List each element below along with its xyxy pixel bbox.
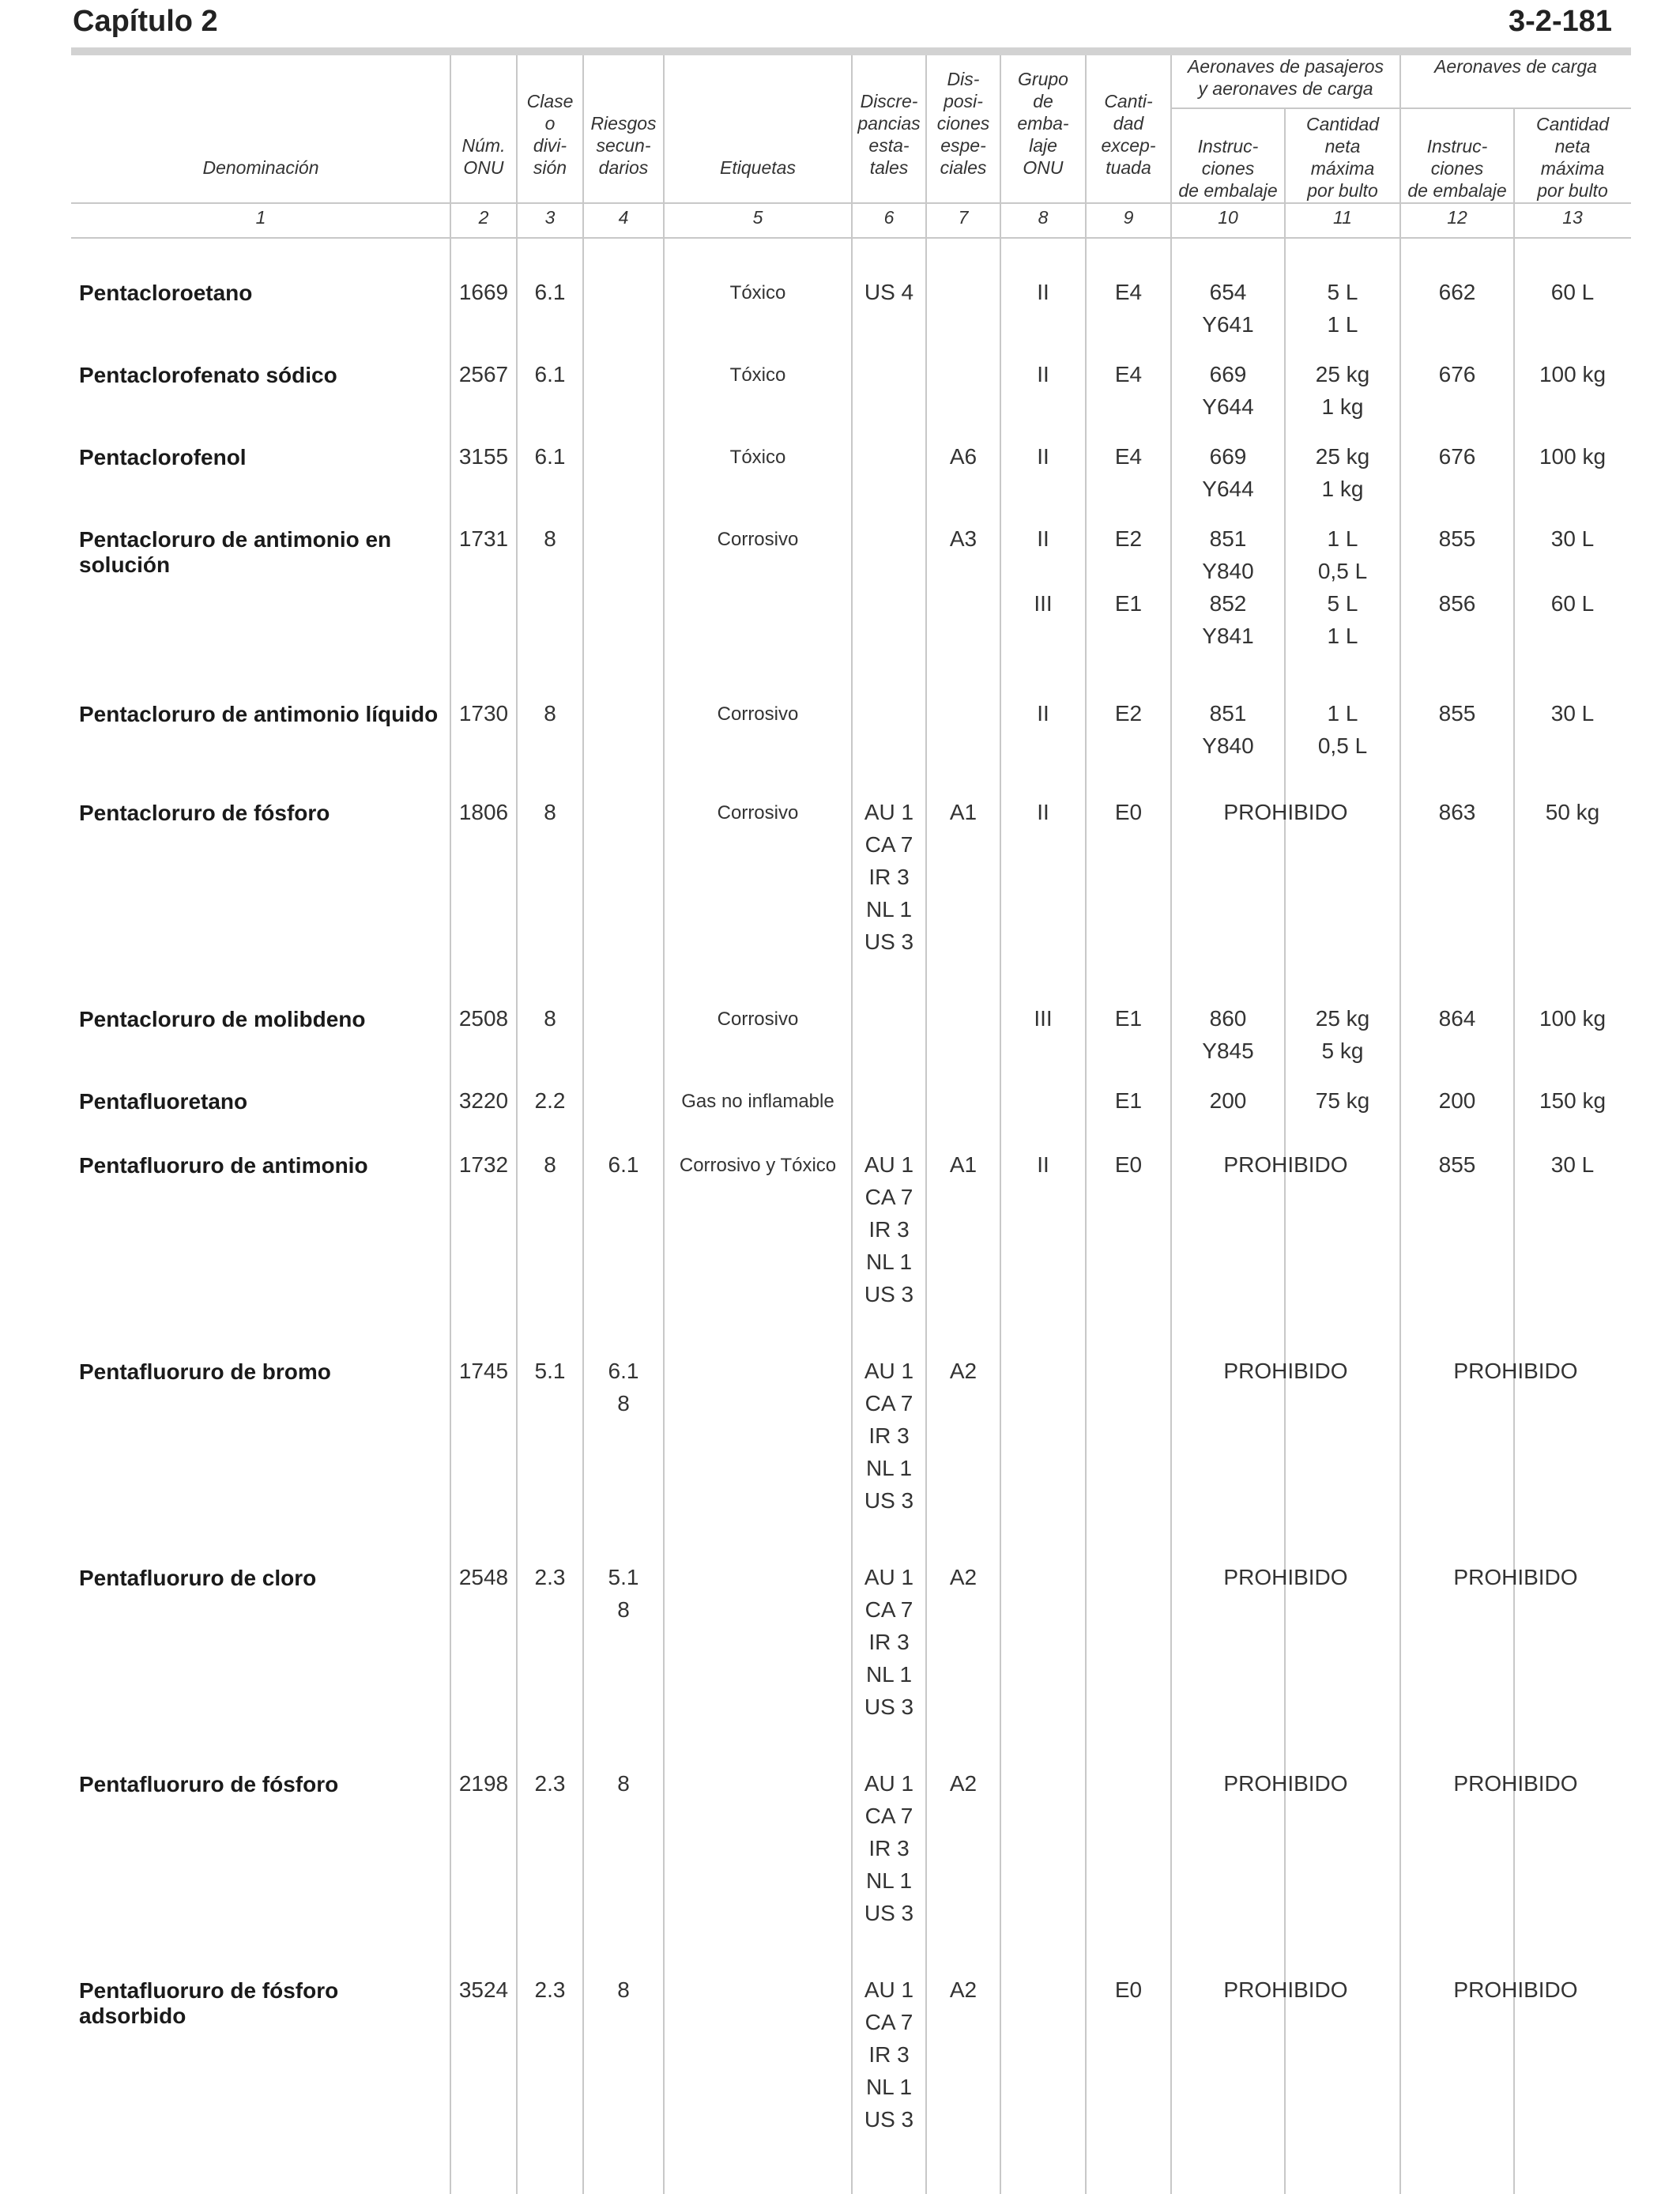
- column-number: 13: [1562, 207, 1583, 228]
- packing-instruction-passenger: 851 Y840 852 Y841: [1202, 526, 1254, 648]
- un-number: 3155: [458, 444, 509, 469]
- un-number: 3220: [458, 1088, 509, 1113]
- state-variations: AU 1 CA 7 IR 3 NL 1 US 3: [864, 1771, 914, 1925]
- max-quantity-passenger: 1 L 0,5 L 5 L 1 L: [1317, 526, 1368, 648]
- max-quantity-cargo: 30 L: [1550, 1152, 1595, 1177]
- packing-instruction-cargo: 855: [1438, 701, 1476, 726]
- un-number: 2198: [458, 1771, 509, 1796]
- hazard-label: Tóxico: [729, 282, 786, 303]
- packing-instruction-passenger: 851 Y840: [1202, 701, 1254, 758]
- max-quantity-cargo: 100 kg: [1539, 444, 1607, 469]
- un-number: 1669: [458, 280, 509, 304]
- excepted-quantity: E2: [1114, 701, 1143, 726]
- column-number: 8: [1038, 207, 1049, 228]
- special-provisions: A1: [949, 800, 977, 824]
- substance-name: Pentacloruro de molibdeno: [79, 1007, 366, 1031]
- hazard-label: Gas no inflamable: [681, 1091, 834, 1112]
- column-number: 12: [1447, 207, 1467, 228]
- packing-instruction-passenger: 669 Y644: [1202, 362, 1254, 419]
- max-quantity-passenger: 5 L 1 L: [1327, 280, 1358, 337]
- header-cantidad-exceptuada: Canti- dad excep- tuada: [1101, 91, 1156, 178]
- column-number: 11: [1333, 207, 1352, 228]
- subsidiary-risk: 5.1 8: [608, 1565, 639, 1622]
- un-number: 1732: [458, 1152, 509, 1177]
- column-number: 7: [958, 207, 969, 228]
- substance-name: Pentafluoruro de bromo: [79, 1359, 331, 1384]
- header-rule: [71, 47, 1631, 55]
- un-number: 3524: [458, 1977, 509, 2002]
- subsidiary-risk: 6.1 8: [608, 1359, 639, 1416]
- class-division: 2.3: [534, 1565, 566, 1589]
- header-riesgos: Riesgos secun- darios: [590, 113, 657, 178]
- prohibited-cargo: PROHIBIDO: [1453, 1977, 1578, 2002]
- hazard-label: Tóxico: [729, 447, 786, 468]
- excepted-quantity: E1: [1114, 1006, 1143, 1031]
- special-provisions: A2: [949, 1565, 977, 1589]
- header-disposiciones: Dis- posi- ciones espe- ciales: [936, 69, 990, 178]
- page-number: 3-2-181: [1509, 5, 1612, 38]
- column-number: 10: [1218, 207, 1238, 228]
- state-variations: AU 1 CA 7 IR 3 NL 1 US 3: [864, 1152, 914, 1306]
- prohibited-cargo: PROHIBIDO: [1453, 1359, 1578, 1383]
- class-division: 8: [544, 1006, 556, 1031]
- prohibited-cargo: PROHIBIDO: [1453, 1771, 1578, 1796]
- max-quantity-passenger: 1 L 0,5 L: [1317, 701, 1368, 758]
- class-division: 2.3: [534, 1771, 566, 1796]
- page-header: [73, 5, 1612, 40]
- substance-name: Pentacloruro de antimonio líquido: [79, 702, 439, 726]
- header-cantidad-pasajeros: Cantidad neta máxima por bulto: [1305, 114, 1380, 201]
- special-provisions: A2: [949, 1359, 977, 1383]
- hazard-label: Corrosivo: [717, 1008, 799, 1030]
- excepted-quantity: E0: [1114, 1152, 1143, 1177]
- state-variations: AU 1 CA 7 IR 3 NL 1 US 3: [864, 1977, 914, 2132]
- header-group-passenger: Aeronaves de pasajeros y aeronaves de carga: [1187, 56, 1384, 99]
- substance-name: Pentaclorofenol: [79, 445, 247, 469]
- hazard-label: Corrosivo: [717, 703, 799, 725]
- class-division: 6.1: [534, 362, 566, 386]
- class-division: 2.3: [534, 1977, 566, 2002]
- packing-instruction-passenger: 669 Y644: [1202, 444, 1254, 501]
- dangerous-goods-table: [71, 55, 1631, 2194]
- prohibited-passenger: PROHIBIDO: [1223, 1977, 1348, 2002]
- max-quantity-cargo: 30 L 60 L: [1550, 526, 1595, 616]
- column-number: 3: [544, 207, 556, 228]
- header-etiquetas: Etiquetas: [720, 157, 796, 178]
- special-provisions: A3: [949, 526, 977, 551]
- packing-group: II: [1037, 701, 1049, 726]
- special-provisions: A2: [949, 1977, 977, 2002]
- prohibited-cargo: PROHIBIDO: [1453, 1565, 1578, 1589]
- packing-group: II: [1037, 1152, 1049, 1177]
- prohibited-passenger: PROHIBIDO: [1223, 1359, 1348, 1383]
- packing-instruction-cargo: 676: [1438, 444, 1476, 469]
- class-division: 2.2: [534, 1088, 566, 1113]
- prohibited-passenger: PROHIBIDO: [1223, 1565, 1348, 1589]
- packing-instruction-passenger: 860 Y845: [1202, 1006, 1254, 1063]
- max-quantity-cargo: 60 L: [1550, 280, 1595, 304]
- excepted-quantity: E4: [1114, 362, 1143, 386]
- header-cantidad-carga: Cantidad neta máxima por bulto: [1535, 114, 1610, 201]
- special-provisions: A1: [949, 1152, 977, 1177]
- column-number: 5: [752, 207, 763, 228]
- packing-instruction-cargo: 855 856: [1438, 526, 1476, 616]
- header-denominacion: Denominación: [202, 157, 319, 178]
- substance-name: Pentafluoruro de cloro: [79, 1566, 317, 1590]
- substance-name: Pentacloruro de fósforo: [79, 801, 330, 825]
- packing-group: III: [1034, 1006, 1053, 1031]
- un-number: 1731: [458, 526, 509, 551]
- un-number: 2567: [458, 362, 509, 386]
- max-quantity-cargo: 30 L: [1550, 701, 1595, 726]
- class-division: 6.1: [534, 444, 566, 469]
- packing-instruction-cargo: 855: [1438, 1152, 1476, 1177]
- excepted-quantity: E4: [1114, 444, 1143, 469]
- substance-name: Pentacloruro de antimonio en solución: [79, 527, 392, 577]
- class-division: 8: [544, 701, 556, 726]
- max-quantity-passenger: 25 kg 1 kg: [1315, 444, 1370, 501]
- header-instrucciones-pasajeros: Instruc- ciones de embalaje: [1178, 136, 1278, 201]
- column-number: 2: [478, 207, 489, 228]
- state-variations: AU 1 CA 7 IR 3 NL 1 US 3: [864, 800, 914, 954]
- packing-instruction-cargo: 863: [1438, 800, 1476, 824]
- subsidiary-risk: 8: [617, 1977, 630, 2002]
- max-quantity-passenger: 25 kg 1 kg: [1315, 362, 1370, 419]
- max-quantity-passenger: 75 kg: [1315, 1088, 1370, 1113]
- header-discrepancias: Discre- pancias esta- tales: [857, 91, 921, 178]
- class-division: 8: [544, 1152, 556, 1177]
- un-number: 2508: [458, 1006, 509, 1031]
- header-num-onu: Núm. ONU: [461, 135, 506, 178]
- column-number: 6: [883, 207, 895, 228]
- packing-instruction-passenger: 654 Y641: [1202, 280, 1254, 337]
- packing-group: II: [1037, 362, 1049, 386]
- prohibited-passenger: PROHIBIDO: [1223, 1771, 1348, 1796]
- un-number: 1806: [458, 800, 509, 824]
- column-number: 4: [618, 207, 629, 228]
- substance-name: Pentaclorofenato sódico: [79, 363, 337, 387]
- prohibited-passenger: PROHIBIDO: [1223, 1152, 1348, 1177]
- special-provisions: A6: [949, 444, 977, 469]
- packing-instruction-passenger: 200: [1209, 1088, 1247, 1113]
- hazard-label: Corrosivo: [717, 802, 799, 824]
- max-quantity-cargo: 50 kg: [1545, 800, 1600, 824]
- header-grupo: Grupo de emba- laje ONU: [1017, 69, 1069, 178]
- substance-name: Pentafluoruro de fósforo adsorbido: [79, 1978, 339, 2028]
- un-number: 1745: [458, 1359, 509, 1383]
- substance-name: Pentafluoruro de fósforo: [79, 1772, 339, 1796]
- group-divider: [1171, 107, 1631, 109]
- hazard-label: Corrosivo y Tóxico: [679, 1155, 837, 1176]
- un-number: 2548: [458, 1565, 509, 1589]
- excepted-quantity: E0: [1114, 800, 1143, 824]
- packing-group: II: [1037, 280, 1049, 304]
- excepted-quantity: E4: [1114, 280, 1143, 304]
- packing-instruction-cargo: 864: [1438, 1006, 1476, 1031]
- subsidiary-risk: 8: [617, 1771, 630, 1796]
- un-number: 1730: [458, 701, 509, 726]
- state-variations: AU 1 CA 7 IR 3 NL 1 US 3: [864, 1359, 914, 1513]
- max-quantity-cargo: 100 kg: [1539, 362, 1607, 386]
- packing-group: II: [1037, 444, 1049, 469]
- header-clase: Clase o divi- sión: [526, 91, 574, 178]
- class-division: 6.1: [534, 280, 566, 304]
- max-quantity-cargo: 150 kg: [1539, 1088, 1607, 1113]
- state-variations: US 4: [864, 280, 914, 304]
- packing-instruction-cargo: 662: [1438, 280, 1476, 304]
- column-number: 1: [255, 207, 266, 228]
- substance-name: Pentafluoruro de antimonio: [79, 1153, 368, 1178]
- excepted-quantity: E1: [1114, 1088, 1143, 1113]
- max-quantity-passenger: 25 kg 5 kg: [1315, 1006, 1370, 1063]
- packing-instruction-cargo: 200: [1438, 1088, 1476, 1113]
- header-bottom-line: [71, 202, 1631, 204]
- substance-name: Pentafluoretano: [79, 1089, 248, 1114]
- class-division: 8: [544, 800, 556, 824]
- hazard-label: Corrosivo: [717, 529, 799, 550]
- header-instrucciones-carga: Instruc- ciones de embalaje: [1407, 136, 1507, 201]
- special-provisions: A2: [949, 1771, 977, 1796]
- column-number: 9: [1123, 207, 1134, 228]
- excepted-quantity: E2 E1: [1114, 526, 1143, 616]
- class-division: 8: [544, 526, 556, 551]
- packing-instruction-cargo: 676: [1438, 362, 1476, 386]
- header-group-cargo: Aeronaves de carga: [1434, 56, 1597, 77]
- packing-group: II III: [1034, 526, 1053, 616]
- subsidiary-risk: 6.1: [608, 1152, 639, 1177]
- hazard-label: Tóxico: [729, 364, 786, 386]
- class-division: 5.1: [534, 1359, 566, 1383]
- max-quantity-cargo: 100 kg: [1539, 1006, 1607, 1031]
- prohibited-passenger: PROHIBIDO: [1223, 800, 1348, 824]
- chapter-title: Capítulo 2: [73, 5, 218, 38]
- state-variations: AU 1 CA 7 IR 3 NL 1 US 3: [864, 1565, 914, 1719]
- excepted-quantity: E0: [1114, 1977, 1143, 2002]
- column-number-line: [71, 237, 1631, 239]
- substance-name: Pentacloroetano: [79, 281, 253, 305]
- packing-group: II: [1037, 800, 1049, 824]
